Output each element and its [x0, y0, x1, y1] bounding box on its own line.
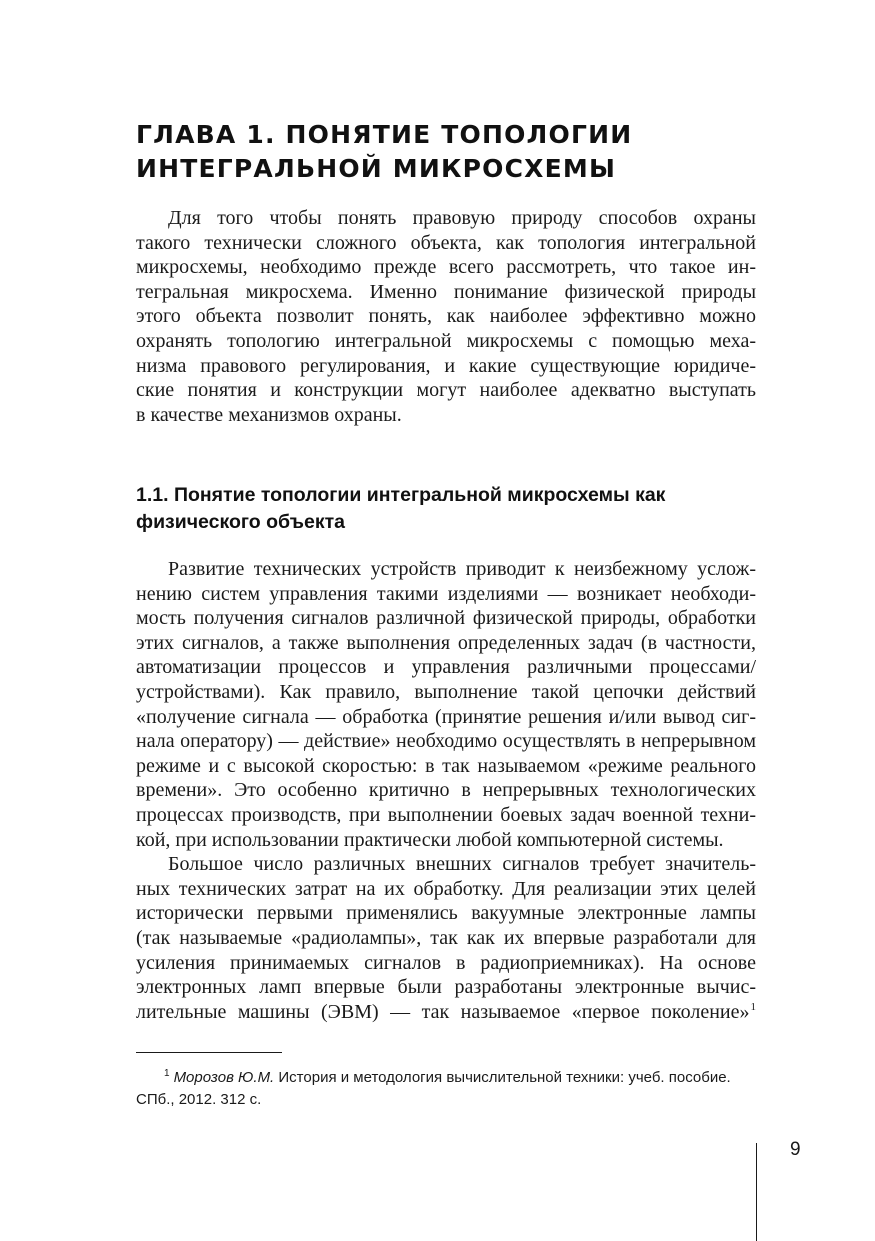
section-title-line: физического объекта: [136, 511, 346, 533]
chapter-title-line: ГЛАВА 1. ПОНЯТИЕ ТОПОЛОГИИ: [136, 120, 633, 149]
page-number-rule: [756, 1143, 757, 1241]
text-line: такого технически сложного объекта, как топология интегральной: [136, 231, 756, 254]
text-line: процессах производств, при выполнении боевых задач военной техни-: [136, 803, 756, 826]
text-line: охранять топологию интегральной микросхемы с помощью меха-: [136, 329, 756, 352]
footnote-reference[interactable]: 1: [750, 1001, 756, 1014]
text-line: Для того чтобы понять правовую природу способов охраны: [168, 207, 756, 229]
text-line: Развитие технических устройств приводит к неизбежному услож-: [168, 558, 756, 580]
section-title: [136, 482, 756, 536]
text-line-with-footnote: [136, 1000, 756, 1025]
page-number: 9: [790, 1139, 801, 1160]
text-line: микросхемы, необходимо прежде всего рассмотреть, что такое ин-: [136, 256, 756, 279]
text-line: Большое число различных внешних сигналов требует значитель-: [168, 853, 756, 876]
text-line: ных технических затрат на их обработку. Для реализации этих целей: [136, 877, 756, 900]
text-line: автоматизации процессов и управления различными процессами/: [136, 656, 756, 679]
footnote: [136, 1067, 756, 1111]
text-line: нала оператору) — действие» необходимо осуществлять в непрерывном: [136, 730, 756, 753]
intro-paragraph: [136, 206, 756, 427]
text-line: устройствами). Как правило, выполнение такой цепочки действий: [136, 680, 756, 703]
text-line: времени». Это особенно критично в непрерывных технологических: [136, 779, 756, 802]
text-line: нению систем управления такими изделиями — возникает необходи-: [136, 582, 756, 605]
footnote-text: История и методология вычислительной техники: учеб. пособие.: [274, 1069, 731, 1086]
text-line: электронных ламп впервые были разработаны электронные вычис-: [136, 976, 756, 999]
text-line: этих сигналов, а также выполнения определенных задач (в частности,: [136, 631, 756, 654]
text-line: тегральная микросхема. Именно понимание физической природы: [136, 280, 756, 303]
footnote-divider: [136, 1052, 282, 1053]
chapter-title-line: ИНТЕГРАЛЬНОЙ МИКРОСХЕМЫ: [136, 154, 617, 183]
text-line: ские понятия и конструкции могут наиболее адекватно выступать: [136, 379, 756, 402]
text-line: усиления принимаемых сигналов в радиоприемниках). На основе: [136, 951, 756, 974]
footnote-line: [136, 1067, 756, 1089]
text-line: лительные машины (ЭВМ) — так называемое «первое поколение»: [136, 1000, 750, 1023]
text-line: «получение сигнала — обработка (принятие решения и/или вывод сиг-: [136, 705, 756, 728]
footnote-author: Морозов Ю.М.: [173, 1069, 275, 1086]
text-line: этого объекта позволит понять, как наиболее эффективно можно: [136, 305, 756, 328]
text-line: режиме и с высокой скоростью: в так называемом «режиме реального: [136, 754, 756, 777]
footnote-line: СПб., 2012. 312 с.: [136, 1091, 262, 1108]
text-line: исторически первыми применялись вакуумные электронные лампы: [136, 902, 756, 925]
text-line: в качестве механизмов охраны.: [136, 403, 402, 426]
text-line: кой, при использовании практически любой компьютерной системы.: [136, 828, 724, 851]
text-line: мость получения сигналов различной физической природы, обработки: [136, 607, 756, 630]
chapter-title: [136, 118, 756, 186]
section-body: [136, 557, 756, 1024]
text-line: низма правового регулирования, и какие существующие юридиче-: [136, 354, 756, 377]
section-title-line: 1.1. Понятие топологии интегральной микросхемы как: [136, 484, 666, 506]
footnote-number: 1: [164, 1068, 170, 1079]
text-line: (так называемые «радиолампы», так как их впервые разработали для: [136, 926, 756, 949]
